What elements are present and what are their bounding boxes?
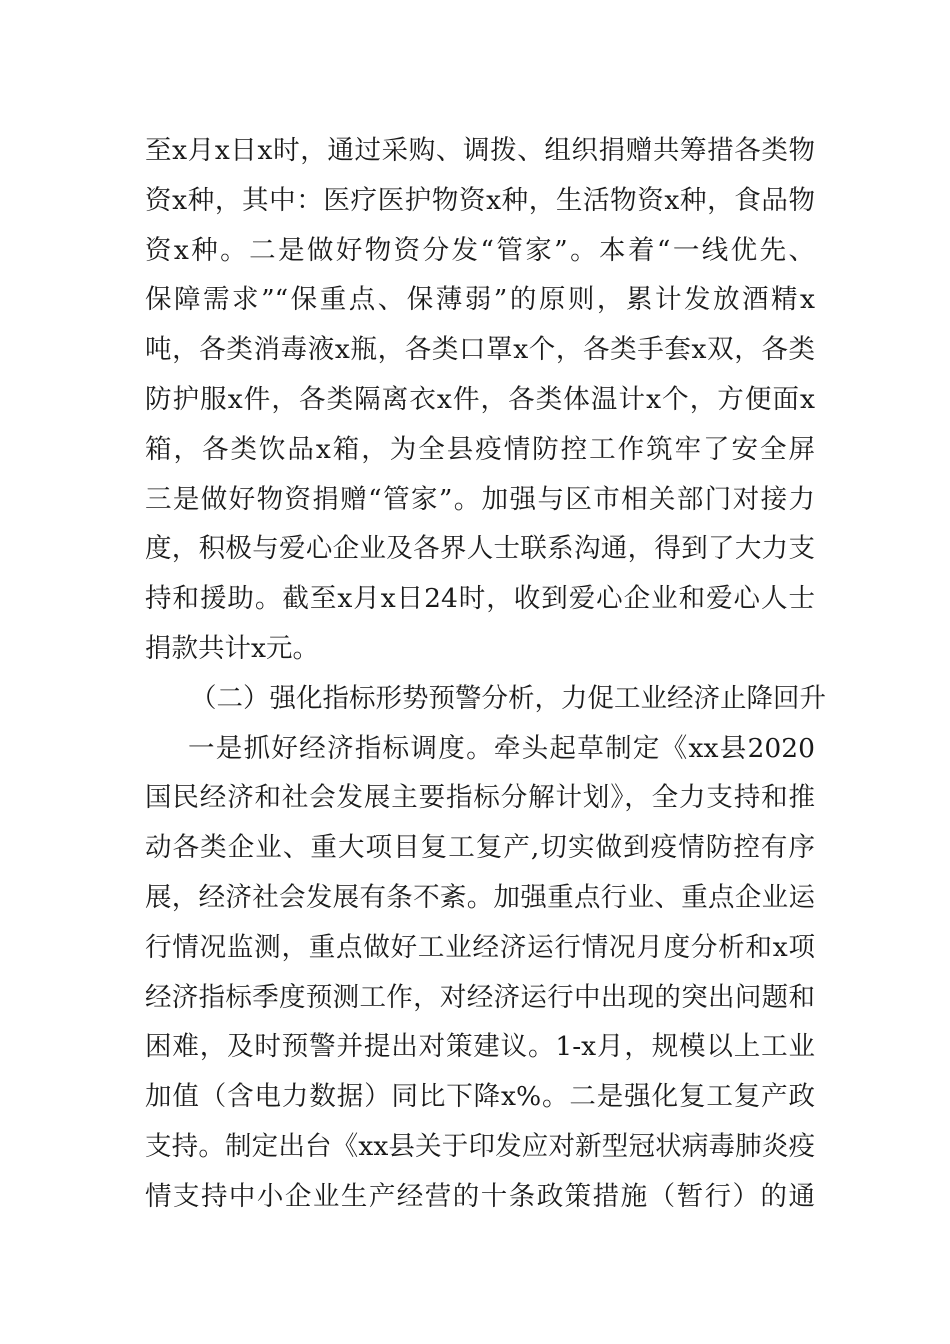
section-heading: （二）强化指标形势预警分析，力促工业经济止降回升 xyxy=(190,682,826,714)
text-line-11: 捐款共计x元。 xyxy=(145,632,319,664)
text-line-19: 困难，及时预警并提出对策建议。1-x月，规模以上工业 xyxy=(145,1031,815,1063)
text-line-8: 三是做好物资捐赠“管家”。加强与区市相关部门对接力 xyxy=(145,483,815,515)
text-line-10: 持和援助。截至x月x日24时，收到爱心企业和爱心人士 xyxy=(145,583,815,615)
text-line-7: 箱，各类饮品x箱，为全县疫情防控工作筑牢了安全屏 xyxy=(145,433,815,465)
text-line-21: 支持。制定出台《xx县关于印发应对新型冠状病毒肺炎疫 xyxy=(145,1130,815,1162)
text-line-4: 保障需求”“保重点、保薄弱”的原则，累计发放酒精x xyxy=(145,284,815,316)
text-line-1: 至x月x日x时，通过采购、调拨、组织捐赠共筹措各类物 xyxy=(145,135,815,166)
text-line-17: 行情况监测，重点做好工业经济运行情况月度分析和x项 xyxy=(145,931,815,963)
text-line-13: 一是抓好经济指标调度。牵头起草制定《xx县2020 xyxy=(188,732,815,764)
text-line-9: 度，积极与爱心企业及各界人士联系沟通，得到了大力支 xyxy=(145,533,815,565)
text-line-16: 展，经济社会发展有条不紊。加强重点行业、重点企业运 xyxy=(145,881,815,913)
text-line-3: 资x种。二是做好物资分发“管家”。本着“一线优先、 xyxy=(145,234,815,266)
text-line-18: 经济指标季度预测工作，对经济运行中出现的突出问题和 xyxy=(145,981,815,1013)
text-line-14: 国民经济和社会发展主要指标分解计划》，全力支持和推 xyxy=(145,782,815,814)
text-line-5: 吨，各类消毒液x瓶，各类口罩x个，各类手套x双，各类 xyxy=(145,334,815,366)
text-line-22: 情支持中小企业生产经营的十条政策措施（暂行）的通 xyxy=(145,1180,815,1212)
document-body xyxy=(145,126,826,1222)
text-line-6: 防护服x件，各类隔离衣x件，各类体温计x个，方便面x xyxy=(145,383,815,415)
text-line-15: 动各类企业、重大项目复工复产,切实做到疫情防控有序 xyxy=(145,832,815,864)
text-line-20: 加值（含电力数据）同比下降x%。二是强化复工复产政 xyxy=(145,1081,815,1113)
text-line-2: 资x种，其中：医疗医护物资x种，生活物资x种，食品物 xyxy=(145,184,815,216)
